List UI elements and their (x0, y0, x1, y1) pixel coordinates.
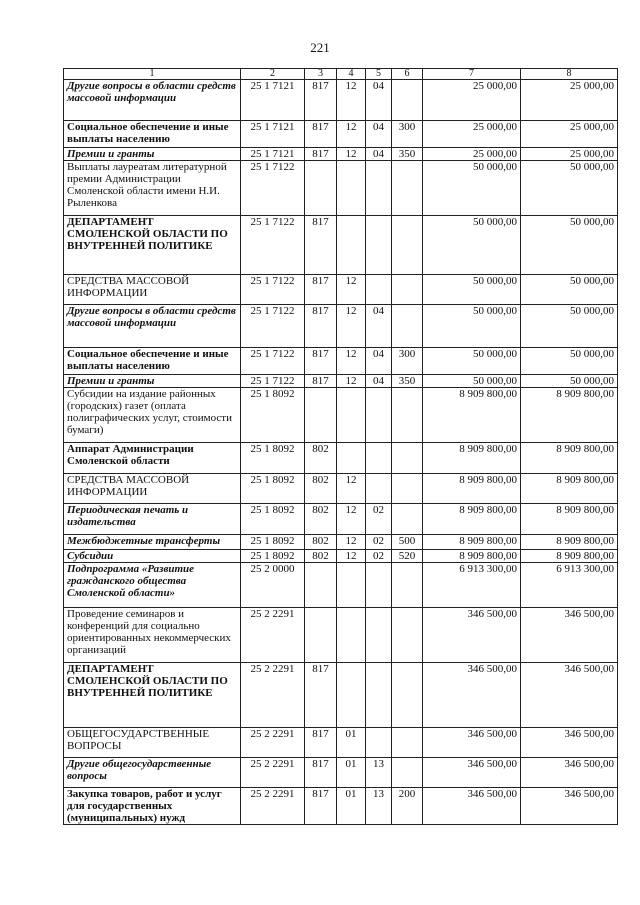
table-row (64, 563, 618, 608)
expense-type-code: 200 (392, 788, 423, 825)
subsection-code: 04 (366, 148, 392, 161)
table-row (64, 375, 618, 388)
row-name: ДЕПАРТАМЕНТ СМОЛЕНСКОЙ ОБЛАСТИ ПО ВНУТРЕННЕЙ ПОЛИТИКЕ (64, 663, 241, 728)
row-name: Другие вопросы в области средств массовой информации (64, 305, 241, 348)
amount-year-1: 50 000,00 (423, 348, 521, 375)
section-code: 12 (337, 80, 366, 121)
target-code: 25 1 7121 (241, 148, 305, 161)
department-code: 817 (305, 216, 337, 275)
section-code (337, 216, 366, 275)
department-code: 817 (305, 121, 337, 148)
department-code: 817 (305, 375, 337, 388)
amount-year-2: 25 000,00 (521, 80, 618, 121)
amount-year-2: 50 000,00 (521, 375, 618, 388)
department-code: 817 (305, 758, 337, 788)
amount-year-1: 8 909 800,00 (423, 550, 521, 563)
amount-year-1: 346 500,00 (423, 663, 521, 728)
expense-type-code (392, 305, 423, 348)
expense-type-code (392, 388, 423, 443)
amount-year-1: 50 000,00 (423, 305, 521, 348)
table-row (64, 121, 618, 148)
expense-type-code (392, 275, 423, 305)
column-header: 2 (241, 69, 305, 80)
header-row (64, 69, 618, 80)
amount-year-2: 50 000,00 (521, 305, 618, 348)
table-row (64, 443, 618, 474)
amount-year-1: 8 909 800,00 (423, 535, 521, 550)
department-code: 817 (305, 728, 337, 758)
section-code: 12 (337, 348, 366, 375)
amount-year-1: 8 909 800,00 (423, 504, 521, 535)
expense-type-code (392, 728, 423, 758)
expense-type-code (392, 443, 423, 474)
expense-type-code: 350 (392, 148, 423, 161)
target-code: 25 2 2291 (241, 788, 305, 825)
table-row (64, 728, 618, 758)
target-code: 25 1 7122 (241, 375, 305, 388)
amount-year-1: 8 909 800,00 (423, 388, 521, 443)
subsection-code: 04 (366, 305, 392, 348)
expense-type-code: 300 (392, 348, 423, 375)
row-name: Премии и гранты (64, 375, 241, 388)
row-name: Субсидии на издание районных (городских) газет (оплата полиграфических услуг, стоимости бумаги) (64, 388, 241, 443)
expense-type-code: 300 (392, 121, 423, 148)
subsection-code: 02 (366, 535, 392, 550)
amount-year-1: 50 000,00 (423, 375, 521, 388)
expense-type-code (392, 474, 423, 504)
row-name: Премии и гранты (64, 148, 241, 161)
table-row (64, 788, 618, 825)
department-code: 817 (305, 305, 337, 348)
row-name: Подпрограмма «Развитие гражданского общества Смоленской области» (64, 563, 241, 608)
section-code (337, 608, 366, 663)
subsection-code: 04 (366, 80, 392, 121)
target-code: 25 1 8092 (241, 550, 305, 563)
section-code: 01 (337, 728, 366, 758)
amount-year-1: 346 500,00 (423, 788, 521, 825)
target-code: 25 1 7121 (241, 80, 305, 121)
row-name: Субсидии (64, 550, 241, 563)
table-row (64, 161, 618, 216)
section-code: 12 (337, 121, 366, 148)
department-code (305, 563, 337, 608)
subsection-code (366, 388, 392, 443)
amount-year-2: 50 000,00 (521, 348, 618, 375)
expense-type-code (392, 216, 423, 275)
subsection-code (366, 563, 392, 608)
expense-type-code (392, 80, 423, 121)
expense-type-code (392, 563, 423, 608)
row-name: Межбюджетные трансферты (64, 535, 241, 550)
amount-year-2: 8 909 800,00 (521, 504, 618, 535)
table-row (64, 535, 618, 550)
subsection-code: 02 (366, 550, 392, 563)
amount-year-2: 346 500,00 (521, 728, 618, 758)
row-name: Социальное обеспечение и иные выплаты населению (64, 348, 241, 375)
amount-year-2: 25 000,00 (521, 148, 618, 161)
department-code (305, 388, 337, 443)
expense-type-code: 350 (392, 375, 423, 388)
target-code: 25 2 2291 (241, 728, 305, 758)
department-code: 802 (305, 504, 337, 535)
row-name: Периодическая печать и издательства (64, 504, 241, 535)
section-code: 12 (337, 148, 366, 161)
target-code: 25 1 8092 (241, 388, 305, 443)
expense-type-code: 500 (392, 535, 423, 550)
department-code: 802 (305, 550, 337, 563)
table-row (64, 148, 618, 161)
amount-year-1: 25 000,00 (423, 148, 521, 161)
department-code: 802 (305, 443, 337, 474)
expense-type-code (392, 758, 423, 788)
target-code: 25 1 8092 (241, 504, 305, 535)
department-code: 817 (305, 275, 337, 305)
amount-year-2: 50 000,00 (521, 216, 618, 275)
column-header: 4 (337, 69, 366, 80)
table-row (64, 758, 618, 788)
department-code: 817 (305, 348, 337, 375)
department-code: 817 (305, 788, 337, 825)
department-code (305, 608, 337, 663)
table-row (64, 550, 618, 563)
amount-year-2: 346 500,00 (521, 788, 618, 825)
column-header: 8 (521, 69, 618, 80)
row-name: Закупка товаров, работ и услуг для государственных (муниципальных) нужд (64, 788, 241, 825)
target-code: 25 1 7122 (241, 216, 305, 275)
table-row (64, 348, 618, 375)
subsection-code: 13 (366, 758, 392, 788)
row-name: СРЕДСТВА МАССОВОЙ ИНФОРМАЦИИ (64, 474, 241, 504)
department-code: 802 (305, 474, 337, 504)
subsection-code (366, 608, 392, 663)
subsection-code: 13 (366, 788, 392, 825)
expense-type-code (392, 608, 423, 663)
column-header: 5 (366, 69, 392, 80)
table-row (64, 504, 618, 535)
section-code: 01 (337, 758, 366, 788)
amount-year-1: 25 000,00 (423, 121, 521, 148)
amount-year-1: 346 500,00 (423, 728, 521, 758)
amount-year-1: 8 909 800,00 (423, 474, 521, 504)
amount-year-1: 50 000,00 (423, 275, 521, 305)
section-code (337, 563, 366, 608)
amount-year-1: 6 913 300,00 (423, 563, 521, 608)
subsection-code (366, 275, 392, 305)
amount-year-2: 6 913 300,00 (521, 563, 618, 608)
subsection-code (366, 474, 392, 504)
target-code: 25 2 0000 (241, 563, 305, 608)
column-header: 7 (423, 69, 521, 80)
department-code: 817 (305, 663, 337, 728)
section-code (337, 443, 366, 474)
row-name: Аппарат Администрации Смоленской области (64, 443, 241, 474)
amount-year-2: 8 909 800,00 (521, 388, 618, 443)
row-name: Выплаты лауреатам литературной премии Администрации Смоленской области имени Н.И. Рыленкова (64, 161, 241, 216)
target-code: 25 1 7121 (241, 121, 305, 148)
column-header: 6 (392, 69, 423, 80)
amount-year-1: 50 000,00 (423, 216, 521, 275)
section-code (337, 388, 366, 443)
section-code: 12 (337, 550, 366, 563)
subsection-code (366, 728, 392, 758)
department-code (305, 161, 337, 216)
target-code: 25 1 8092 (241, 535, 305, 550)
subsection-code: 04 (366, 348, 392, 375)
section-code (337, 161, 366, 216)
row-name: Социальное обеспечение и иные выплаты населению (64, 121, 241, 148)
section-code: 12 (337, 535, 366, 550)
row-name: СРЕДСТВА МАССОВОЙ ИНФОРМАЦИИ (64, 275, 241, 305)
target-code: 25 1 7122 (241, 275, 305, 305)
target-code: 25 2 2291 (241, 758, 305, 788)
table-row (64, 608, 618, 663)
amount-year-2: 346 500,00 (521, 608, 618, 663)
budget-table (63, 68, 618, 825)
expense-type-code (392, 663, 423, 728)
section-code: 12 (337, 305, 366, 348)
department-code: 817 (305, 80, 337, 121)
table-row (64, 305, 618, 348)
subsection-code: 02 (366, 504, 392, 535)
row-name: Проведение семинаров и конференций для социально ориентированных некоммерческих организаций (64, 608, 241, 663)
amount-year-2: 25 000,00 (521, 121, 618, 148)
amount-year-1: 346 500,00 (423, 758, 521, 788)
table-row (64, 216, 618, 275)
expense-type-code (392, 504, 423, 535)
amount-year-2: 8 909 800,00 (521, 443, 618, 474)
target-code: 25 1 7122 (241, 161, 305, 216)
target-code: 25 1 7122 (241, 305, 305, 348)
section-code (337, 663, 366, 728)
subsection-code (366, 161, 392, 216)
row-name: Другие вопросы в области средств массовой информации (64, 80, 241, 121)
table-row (64, 275, 618, 305)
page-number: 221 (310, 40, 330, 55)
subsection-code (366, 663, 392, 728)
amount-year-2: 346 500,00 (521, 663, 618, 728)
amount-year-2: 50 000,00 (521, 275, 618, 305)
target-code: 25 1 7122 (241, 348, 305, 375)
section-code: 12 (337, 474, 366, 504)
target-code: 25 2 2291 (241, 663, 305, 728)
table-row (64, 388, 618, 443)
subsection-code: 04 (366, 121, 392, 148)
section-code: 01 (337, 788, 366, 825)
amount-year-2: 8 909 800,00 (521, 550, 618, 563)
expense-type-code (392, 161, 423, 216)
column-header: 3 (305, 69, 337, 80)
amount-year-1: 50 000,00 (423, 161, 521, 216)
row-name: ДЕПАРТАМЕНТ СМОЛЕНСКОЙ ОБЛАСТИ ПО ВНУТРЕННЕЙ ПОЛИТИКЕ (64, 216, 241, 275)
section-code: 12 (337, 375, 366, 388)
subsection-code (366, 216, 392, 275)
table-row (64, 663, 618, 728)
target-code: 25 2 2291 (241, 608, 305, 663)
target-code: 25 1 8092 (241, 443, 305, 474)
table-row (64, 474, 618, 504)
amount-year-1: 346 500,00 (423, 608, 521, 663)
amount-year-2: 346 500,00 (521, 758, 618, 788)
amount-year-2: 8 909 800,00 (521, 535, 618, 550)
department-code: 802 (305, 535, 337, 550)
subsection-code (366, 443, 392, 474)
table-row (64, 80, 618, 121)
column-header: 1 (64, 69, 241, 80)
target-code: 25 1 8092 (241, 474, 305, 504)
expense-type-code: 520 (392, 550, 423, 563)
amount-year-2: 8 909 800,00 (521, 474, 618, 504)
department-code: 817 (305, 148, 337, 161)
row-name: ОБЩЕГОСУДАРСТВЕННЫЕ ВОПРОСЫ (64, 728, 241, 758)
row-name: Другие общегосударственные вопросы (64, 758, 241, 788)
section-code: 12 (337, 504, 366, 535)
amount-year-2: 50 000,00 (521, 161, 618, 216)
amount-year-1: 25 000,00 (423, 80, 521, 121)
subsection-code: 04 (366, 375, 392, 388)
section-code: 12 (337, 275, 366, 305)
amount-year-1: 8 909 800,00 (423, 443, 521, 474)
